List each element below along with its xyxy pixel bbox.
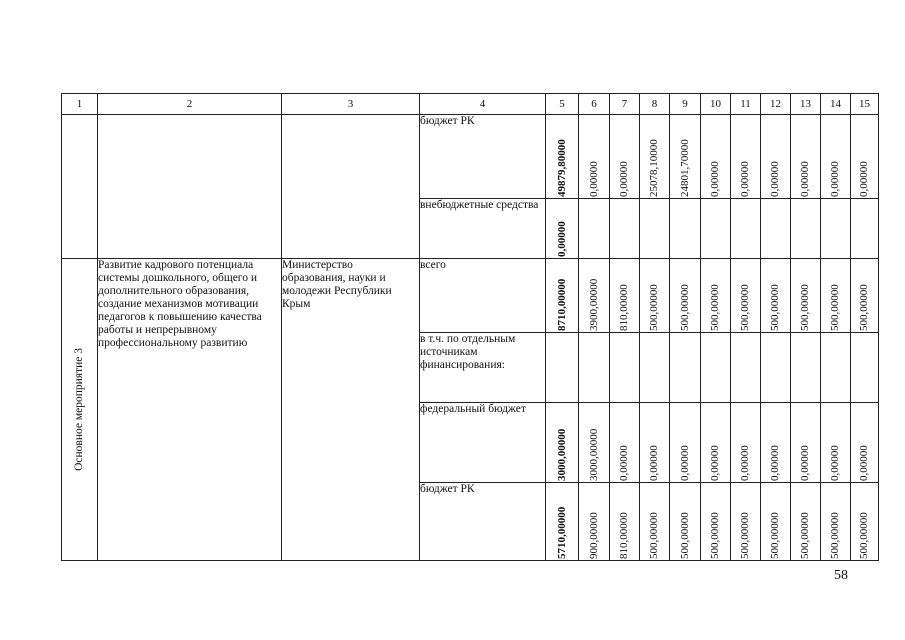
value-cell [579,115,610,199]
value-cell [610,259,640,333]
header-cell: 1 [62,94,98,115]
value-cell [701,483,731,561]
value-text: 500,00000 [829,284,841,331]
value-cell [579,483,610,561]
budget-table [61,93,879,561]
empty-cell-col2 [98,115,282,259]
header-cell: 14 [821,94,851,115]
value-cell [546,403,579,483]
value-text: 500,00000 [769,512,781,559]
value-cell [640,483,670,561]
value-cell [670,483,701,561]
value-cell [610,333,640,403]
value-cell [670,333,701,403]
value-cell [610,403,640,483]
measure-side-label: Основное мероприятие 3 [73,348,85,471]
table-header-row [62,94,879,115]
value-cell [546,333,579,403]
value-text: 24801,70000 [678,139,691,197]
value-cell [851,115,879,199]
measure-executor: Министерство образования, науки и молодежи Республики Крым [282,259,420,561]
value-text: 0,00000 [799,445,811,481]
value-cell [761,199,791,259]
header-cell: 2 [98,94,282,115]
value-text: 0,00000 [678,445,691,481]
value-text: 0,00000 [769,445,781,481]
table-row [62,115,879,199]
value-cell [546,259,579,333]
header-cell: 6 [579,94,610,115]
value-text: 500,00000 [769,284,781,331]
value-cell [701,259,731,333]
value-cell [851,483,879,561]
header-cell: 4 [420,94,546,115]
measure-description: Развитие кадрового потенциала системы дошкольного, общего и дополнительного образования, создание механизмов мотивации педагогов к повышению качества работы и непрерывному профессиональному развитию [98,259,282,561]
value-cell [610,199,640,259]
value-cell [851,403,879,483]
value-cell [670,199,701,259]
funding-source-cell: в т.ч. по отдельным источникам финансирования: [420,333,546,403]
value-text: 500,00000 [858,512,870,559]
value-text: 8710,00000 [555,278,568,331]
value-cell [821,483,851,561]
measure-side-label-cell [62,259,98,561]
value-cell [701,199,731,259]
value-text: 810,00000 [618,284,630,331]
value-text: 500,00000 [678,284,691,331]
value-cell [640,115,670,199]
value-cell [701,333,731,403]
value-text: 0,00000 [709,445,721,481]
funding-source-cell: бюджет РК [420,115,546,199]
value-text: 3000,00000 [555,428,568,481]
value-cell [791,115,821,199]
value-cell [546,115,579,199]
header-cell: 3 [282,94,420,115]
value-text: 0,00000 [555,221,568,257]
header-cell: 15 [851,94,879,115]
header-cell: 9 [670,94,701,115]
value-text: 0,00000 [829,445,841,481]
value-cell [701,403,731,483]
empty-cell-col1 [62,115,98,259]
value-cell [821,115,851,199]
header-cell: 12 [761,94,791,115]
value-text: 0,00000 [739,445,751,481]
value-cell [791,199,821,259]
value-text: 25078,10000 [648,139,660,197]
value-text: 0,00000 [858,445,870,481]
value-text: 0,00000 [799,161,811,197]
value-cell [731,115,761,199]
funding-source-cell: внебюджетные средства [420,199,546,259]
value-cell [701,115,731,199]
table-row [62,259,879,333]
funding-source-cell: всего [420,259,546,333]
value-text: 500,00000 [739,284,751,331]
value-cell [761,259,791,333]
header-cell: 7 [610,94,640,115]
value-text: 0,00000 [709,161,721,197]
value-cell [761,403,791,483]
value-cell [851,333,879,403]
value-cell [640,333,670,403]
value-cell [791,483,821,561]
value-cell [640,403,670,483]
header-cell: 11 [731,94,761,115]
value-text: 0,00000 [618,445,630,481]
header-cell: 5 [546,94,579,115]
value-text: 0,00000 [858,161,870,197]
value-cell [761,483,791,561]
value-text: 0,00000 [769,161,781,197]
value-text: 900,00000 [587,512,600,559]
value-cell [640,259,670,333]
value-text: 500,00000 [858,284,870,331]
value-text: 3900,00000 [587,278,600,331]
empty-cell-col3 [282,115,420,259]
value-text: 500,00000 [678,512,691,559]
header-cell: 10 [701,94,731,115]
value-cell [791,403,821,483]
value-text: 500,00000 [648,284,660,331]
value-cell [546,199,579,259]
value-cell [731,199,761,259]
value-cell [579,333,610,403]
value-cell [670,259,701,333]
value-cell [731,483,761,561]
value-cell [579,199,610,259]
value-cell [791,333,821,403]
value-cell [579,403,610,483]
value-text: 49879,80000 [555,139,568,197]
page-number: 58 [834,568,848,583]
value-cell [791,259,821,333]
funding-source-cell: федеральный бюджет [420,403,546,483]
value-cell [670,115,701,199]
value-cell [821,199,851,259]
value-text: 0,00000 [648,445,660,481]
value-cell [821,259,851,333]
header-cell: 13 [791,94,821,115]
value-text: 0,00000 [587,161,600,197]
value-text: 0,00000 [618,161,630,197]
value-text: 0,00000 [739,161,751,197]
funding-source-cell: бюджет РК [420,483,546,561]
value-cell [821,403,851,483]
value-cell [731,259,761,333]
value-cell [670,403,701,483]
value-cell [640,199,670,259]
value-cell [731,333,761,403]
value-cell [610,483,640,561]
value-text: 500,00000 [709,284,721,331]
value-cell [731,403,761,483]
value-text: 500,00000 [799,284,811,331]
value-text: 500,00000 [829,512,841,559]
value-cell [851,199,879,259]
value-text: 0,00000 [829,161,841,197]
value-cell [610,115,640,199]
value-text: 500,00000 [799,512,811,559]
value-cell [579,259,610,333]
value-cell [546,483,579,561]
value-text: 810,00000 [618,512,630,559]
header-cell: 8 [640,94,670,115]
value-text: 500,00000 [709,512,721,559]
value-cell [821,333,851,403]
value-text: 500,00000 [648,512,660,559]
value-text: 3000,00000 [587,428,600,481]
value-text: 5710,00000 [555,506,568,559]
value-text: 500,00000 [739,512,751,559]
value-cell [851,259,879,333]
value-cell [761,115,791,199]
value-cell [761,333,791,403]
